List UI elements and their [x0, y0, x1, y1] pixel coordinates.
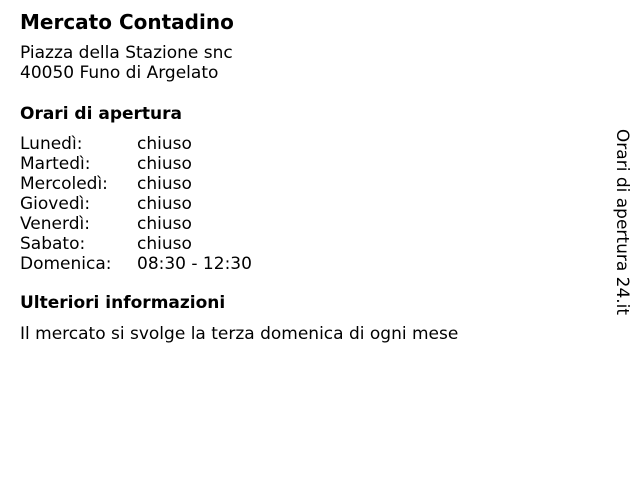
hours-row-thursday	[20, 194, 252, 214]
day-hours: chiuso	[137, 194, 192, 214]
day-label: Martedì:	[20, 154, 91, 174]
day-label: Giovedì:	[20, 194, 91, 214]
address-street: Piazza della Stazione snc	[20, 43, 233, 63]
hours-row-saturday	[20, 234, 252, 254]
hours-row-tuesday	[20, 154, 252, 174]
day-label: Domenica:	[20, 254, 112, 274]
opening-hours-heading: Orari di apertura	[20, 104, 182, 124]
day-label: Lunedì:	[20, 134, 83, 154]
additional-info-text: Il mercato si svolge la terza domenica di ogni mese	[20, 324, 459, 344]
address-city: 40050 Funo di Argelato	[20, 63, 219, 83]
site-watermark: Orari di apertura 24.it	[612, 128, 632, 316]
day-hours: chiuso	[137, 174, 192, 194]
day-label: Venerdì:	[20, 214, 90, 234]
day-hours: chiuso	[137, 234, 192, 254]
hours-row-friday	[20, 214, 252, 234]
day-label: Mercoledì:	[20, 174, 108, 194]
day-label: Sabato:	[20, 234, 86, 254]
day-hours: chiuso	[137, 134, 192, 154]
day-hours: chiuso	[137, 154, 192, 174]
hours-row-wednesday	[20, 174, 252, 194]
store-address	[20, 43, 233, 83]
opening-hours-list	[20, 134, 252, 274]
store-name: Mercato Contadino	[20, 10, 234, 34]
day-hours: chiuso	[137, 214, 192, 234]
additional-info-heading: Ulteriori informazioni	[20, 293, 226, 313]
hours-row-sunday	[20, 254, 252, 274]
hours-row-monday	[20, 134, 252, 154]
day-hours: 08:30 - 12:30	[137, 254, 252, 274]
